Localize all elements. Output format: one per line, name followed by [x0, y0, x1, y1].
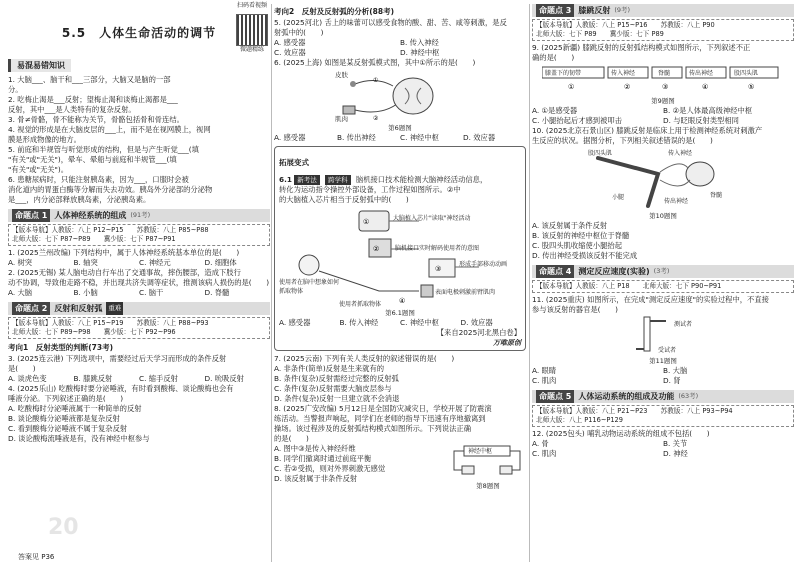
source-note: 【来自2025河北黑白卷】	[436, 328, 521, 337]
fig-label-quadriceps: 股四头肌	[588, 150, 613, 157]
knee-anatomy-diagram	[588, 148, 738, 210]
option[interactable]: C. 小腿抬起后才感到被叩击	[532, 116, 622, 125]
key-point-title: 人体神经系统的组成	[54, 211, 127, 220]
leg-shape	[598, 158, 658, 206]
label-circle-4: ④	[702, 83, 709, 91]
fig-label-afferent: 传入神经	[611, 70, 636, 77]
option[interactable]: D. 传出神经受损该反射不能完成	[532, 251, 638, 260]
question-8-stem: 练活动。当警报声响起，同学们在老师的指导下迅速有序地撤离到	[274, 414, 486, 423]
fig-label-subject: 受试者	[658, 347, 677, 354]
edition-line: 【版本导航】人教版：八上 P18 北师大版：七下 P90~P91	[536, 282, 722, 290]
question-3-stem: 是( )	[8, 364, 36, 373]
nerve-paths	[660, 164, 690, 186]
tip-line: 分。	[8, 85, 23, 94]
question-11-stem: 参与该反射的器官是( )	[532, 305, 618, 314]
knee-flow-figure	[542, 65, 784, 95]
option[interactable]: C. 神经元	[139, 258, 171, 267]
fig-label-center: 神经中枢	[468, 448, 493, 455]
question-11-options	[532, 366, 794, 386]
ruler-shape	[644, 317, 650, 351]
edition-nav	[532, 405, 794, 427]
difficulty-badge: 重难	[106, 302, 123, 315]
label-circle-3: ③	[662, 83, 669, 91]
option[interactable]: A. 感受器	[274, 38, 306, 47]
fig-label-afferent: 传入神经	[668, 150, 693, 157]
label-circle-2: ②	[373, 245, 380, 253]
subtopic-heading: 考向2 反射及反射弧的分析(88考)	[274, 7, 395, 16]
tip-line: "有关"或"无关")，晕车、晕船与前庭和半规管___(填	[8, 155, 177, 164]
figure-caption: 第11题图	[649, 357, 677, 365]
tip-line: 膜是形成物像的地方。	[8, 135, 81, 144]
key-point-count: (63考)	[678, 392, 699, 400]
question-6-1-stem: 转化为运动指令操控外部设备，工作过程如图所示。②中	[279, 185, 461, 194]
edition-line: 【版本导航】人教版：八上 P12~P15 苏教版：八上 P85~P88	[12, 226, 209, 234]
option[interactable]: D. 与眨眼反射类型相同	[663, 116, 739, 125]
label-circle-4: ④	[399, 297, 406, 305]
option[interactable]: D. 神经	[663, 449, 688, 458]
question-9-stem: 确的是( )	[532, 53, 575, 62]
question-6-1-stem: 脑机接口技术能检测大脑神经活动信息，	[355, 175, 488, 184]
question-9-stem: 9. (2025新疆) 膝跳反射的反射弧结构模式如图所示，下列叙述不正	[532, 43, 751, 52]
qr-code-icon[interactable]	[236, 14, 268, 46]
option[interactable]: B. 同学们撤离时通过前庭平衡	[274, 454, 372, 463]
key-point-title: 膝跳反射	[578, 6, 611, 15]
question-2-stem: 动不协调，导致他走路不稳，并出现共济失调等症状，推测该病人损伤的是( )	[8, 278, 270, 287]
question-8-stem: 8. (2025广安改编) 5月12日是全国防灾减灾日，学校开展了防震演	[274, 404, 492, 413]
edition-line: 北师大版：七下 P89 冀少版：七下 P89	[536, 30, 664, 38]
question-6-1-stem: 的大脑植入芯片相当于反射弧中的( )	[279, 195, 409, 204]
question-8-body	[274, 444, 526, 491]
label-circle-3: ③	[435, 265, 442, 273]
key-point-4-header	[532, 265, 794, 278]
fig-label-spinal-cord: 脊髓	[710, 192, 723, 199]
option[interactable]: C. 若②受损，则对外界刺激无感觉	[274, 464, 386, 473]
tip-line: 消化道内的胃蛋白酶等分解而失去功效。胰岛外分泌部的分泌物	[8, 185, 213, 194]
effector-box	[500, 466, 512, 474]
edition-line: 北师大版：七下 P89~P98 冀少版：七下 P92~P96	[12, 328, 176, 336]
label-circle-5: ⑤	[748, 83, 755, 91]
option[interactable]: B. 大脑	[663, 366, 688, 375]
option[interactable]: C. 看到酸梅分泌唾液不属于复杂反射	[8, 424, 128, 433]
option[interactable]: A. 吃酸梅时分泌唾液属于一种简单的反射	[8, 404, 142, 413]
option[interactable]: A. ①是感受器	[532, 106, 578, 115]
question-3-stem: 3. (2025连云港) 下列选项中，需要经过后天学习而形成的条件反射	[8, 354, 227, 363]
tip-line: 是___，内分泌部释放胰岛素，分泌胰岛素。	[8, 195, 151, 204]
option[interactable]: D. 细胞体	[204, 258, 237, 267]
fig-label-catch: 使用者抓取物体	[339, 301, 382, 308]
question-2-stem: 2. (2025无锡) 某人脑电动自行车出了交通事故，摔伤腰部，造成下肢行	[8, 268, 241, 277]
edition-nav	[532, 280, 794, 293]
screen-icon	[429, 259, 455, 277]
question-9-options	[532, 106, 794, 126]
option[interactable]: B. 膝跳反射	[73, 374, 113, 383]
section-title: 5.5 人体生命活动的调节	[61, 26, 217, 40]
label-1: ①	[373, 77, 379, 84]
question-12-options	[532, 439, 794, 459]
question-6-1-options	[279, 318, 521, 328]
question-8-options	[274, 444, 450, 491]
fig-label-arm: 表面电极刺激前臂肌肉	[435, 289, 496, 296]
label-circle-1: ①	[363, 218, 370, 226]
key-point-3-header	[532, 4, 794, 17]
reflex-arc-figure	[335, 70, 465, 122]
fig-label-efferent: 传出神经	[664, 198, 689, 205]
option[interactable]: B. 该反射的神经中枢位于脊髓	[532, 231, 630, 240]
option[interactable]: C. 肌肉	[532, 449, 557, 458]
option[interactable]: B. 关节	[663, 439, 688, 448]
option[interactable]: A. 骨	[532, 439, 549, 448]
edition-line: 【版本导航】人教版：八上 P21~P23 苏教版：八上 P93~P94	[536, 407, 733, 415]
edition-nav	[8, 224, 270, 246]
question-4-stem: 唾液分泌。下列叙述正确的是( )	[8, 394, 124, 403]
figure-caption: 第8题图	[476, 482, 500, 490]
spinal-cord-section	[393, 78, 433, 114]
tip-line: 3. 骨≠骨骼，骨不能称为关节，骨骼包括骨和骨连结。	[8, 115, 184, 124]
new-method-chip: 新考法	[294, 175, 320, 185]
option[interactable]: D. 条件(复杂)反射一旦建立就不会消退	[274, 394, 400, 403]
topic-chip: 跨学科	[325, 175, 351, 185]
fig-label-ligament: 膝盖下的韧带	[545, 70, 582, 77]
object-icon	[421, 285, 433, 297]
column-middle	[274, 0, 526, 566]
column-right	[532, 0, 794, 566]
question-5-options	[274, 38, 526, 58]
option[interactable]: D. 神经中枢	[400, 48, 440, 57]
fig-label-lower-leg: 小腿	[612, 194, 625, 201]
option[interactable]: B. 传入神经	[400, 38, 439, 47]
option[interactable]: A. 眼睛	[532, 366, 557, 375]
edition-nav	[532, 19, 794, 41]
tip-tag: 易混易错知识	[8, 59, 71, 72]
subtopic-heading: 考向1 反射类型的判断(73考)	[8, 343, 114, 352]
option[interactable]: D. 该反射属于非条件反射	[274, 474, 358, 483]
ruler-test-figure	[598, 315, 728, 357]
option[interactable]: D. 效应器	[460, 318, 493, 327]
question-4-stem: 4. (2025乐山) 吃酸梅时要分泌唾液，有时看到酸梅、谈论酸梅也会有	[8, 384, 234, 393]
question-6-options	[274, 133, 526, 143]
qr-sub-label: 微题精练	[239, 46, 264, 53]
edition-line: 【版本导航】人教版：八上 P15~P19 苏教版：八上 P88~P93	[12, 319, 209, 327]
fig-label-quadriceps: 股四头肌	[734, 70, 759, 77]
spinal-cord-shape	[686, 162, 714, 186]
tip-line: 2. 吃梅止渴是___反射；望梅止渴和谈梅止渴都是___	[8, 95, 178, 104]
option[interactable]: C. 脑干	[139, 288, 164, 297]
key-point-count: (3考)	[653, 267, 670, 275]
question-5-stem: 射弧中的( )	[274, 28, 324, 37]
option[interactable]: A. 树突	[8, 258, 33, 267]
fig-label-skin: 皮肤	[335, 71, 348, 79]
edition-line: 北师大版：七下 P87~P89 冀少版：七下 P87~P91	[12, 235, 176, 243]
question-6-stem: 6. (2025上海) 如图是某反射弧模式图，其中①所示的是( )	[274, 58, 476, 67]
option[interactable]: A. 该反射属于条件反射	[532, 221, 608, 230]
key-point-title: 人体运动系统的组成及功能	[578, 392, 675, 401]
fig-label-tester: 测试者	[674, 321, 693, 328]
option[interactable]: B. 条件(复杂)反射需经过完整的反射弧	[274, 374, 399, 383]
option[interactable]: B. 谈论酸梅分泌唾液都是复杂反射	[8, 414, 120, 423]
option[interactable]: C. 神经中枢	[400, 318, 439, 327]
watermark: 20	[48, 515, 79, 540]
option[interactable]: A. 谈虎色变	[8, 374, 47, 383]
user-head-icon	[299, 255, 319, 275]
column-divider	[529, 4, 530, 562]
tip-line: 反射，其中___是人类特有的复杂反射。	[8, 105, 136, 114]
option[interactable]: C. 股四头肌收缩使小腿抬起	[532, 241, 622, 250]
option[interactable]: C. 效应器	[274, 48, 306, 57]
option[interactable]: A. 大脑	[8, 288, 33, 297]
tip-line: 6. 患糖尿病时，只能注射胰岛素，因为___，口服时会被	[8, 175, 189, 184]
key-point-number: 命题点 1	[12, 209, 50, 222]
option[interactable]: C. 神经中枢	[400, 133, 439, 142]
option[interactable]: B. 传入神经	[339, 318, 379, 327]
qr-label: 扫码看视频	[236, 2, 267, 9]
tip-line: 1. 大脑___、脑干和___三部分，大脑又是脑的一部	[8, 75, 171, 84]
option[interactable]: B. 小脑	[73, 288, 98, 297]
option[interactable]: D. 效应器	[463, 133, 496, 142]
column-divider	[271, 4, 272, 562]
receptor-box	[462, 466, 474, 474]
question-3-options	[8, 374, 270, 384]
edition-line: 【版本导航】人教版：八上 P15~P16 苏教版：八上 P90	[536, 21, 715, 29]
tip-line: 4. 视觉的形成是在大脑皮层的___上，而不是在视网膜上，视网	[8, 125, 211, 134]
key-point-number: 命题点 2	[12, 302, 50, 315]
option[interactable]: C. 缩手反射	[139, 374, 178, 383]
option[interactable]: A. 非条件(简单)反射是生来就有的	[274, 364, 385, 373]
fig-label-efferent: 传出神经	[689, 70, 714, 77]
key-point-number: 命题点 4	[536, 265, 574, 278]
question-11-stem: 11. (2025重庆) 如图所示，在完成"测定反应速度"的实验过程中，不直接	[532, 295, 769, 304]
key-point-title: 反射和反射弧	[54, 304, 103, 313]
key-point-title: 测定反应速度(实验)	[578, 267, 650, 276]
extension-label: 拓展变式	[279, 157, 309, 167]
question-5-stem: 5. (2025河北) 舌上的味蕾可以感受食物的酸、甜、苦、咸等刺激，是反	[274, 18, 507, 27]
option[interactable]: B. 传出神经	[337, 133, 376, 142]
option[interactable]: A. 图中③是传入神经纤维	[274, 444, 356, 453]
option[interactable]: D. 吮吸反射	[204, 374, 244, 383]
figure-caption: 第6.1题图	[385, 309, 415, 317]
question-10-stem: 生反应的状况。据图分析，下列相关叙述错误的是( )	[532, 136, 713, 145]
label-circle-2: ②	[624, 83, 631, 91]
key-point-5-header	[532, 390, 794, 403]
tip-line: "有关"或"无关")。	[8, 165, 69, 174]
key-point-2-header	[8, 302, 270, 315]
extension-heading	[279, 157, 521, 168]
option[interactable]: D. 肾	[663, 376, 681, 385]
receptor-mark	[350, 81, 356, 87]
column-left	[8, 0, 270, 566]
key-point-count: (91考)	[130, 211, 151, 219]
edition-line: 北师大版：八上 P116~P129	[536, 416, 623, 424]
option[interactable]: B. ②是人体最高级神经中枢	[663, 106, 753, 115]
question-1-options	[8, 258, 270, 268]
reflex-arc-diagram	[335, 70, 465, 122]
fig-label-decode: 脑机接口实时解码使用者的意图	[395, 245, 480, 252]
question-2-options	[8, 288, 270, 298]
option[interactable]: A. 感受器	[279, 318, 311, 327]
key-point-number: 命题点 3	[536, 4, 574, 17]
question-8-stem: 的是( )	[274, 434, 309, 443]
question-number: 6.1	[279, 175, 292, 184]
option[interactable]: B. 轴突	[73, 258, 98, 267]
question-1-stem: 1. (2025兰州改编) 下列结构中，属于人体神经系统基本单位的是( )	[8, 248, 240, 257]
fig-label-chip: 大脑植入芯片"读取"神经活动	[393, 215, 471, 222]
fig-label-user: 使用者在脑中想象如何抓取物体	[279, 279, 340, 295]
tip-list	[8, 75, 270, 205]
option[interactable]: C. 肌肉	[532, 376, 557, 385]
fig-label-muscle: 肌肉	[335, 115, 348, 123]
label-circle-1: ①	[568, 83, 575, 91]
option[interactable]: C. 条件(复杂)反射需要大脑皮层参与	[274, 384, 392, 393]
bci-figure	[279, 205, 521, 309]
question-8-figure	[450, 444, 526, 491]
muscle-shape	[343, 106, 355, 114]
brand-mark: 万唯原创	[493, 339, 521, 347]
option[interactable]: D. 脊髓	[204, 288, 230, 297]
question-12-stem: 12. (2025包头) 哺乳动物运动系统的组成不包括( )	[532, 429, 710, 438]
option[interactable]: A. 感受器	[274, 133, 306, 142]
tip-line: 5. 前庭和半规管与听觉形成的结构，但是与产生听觉___(填	[8, 145, 199, 154]
fig-label-device: 形成手部移动动画	[459, 261, 508, 268]
option[interactable]: D. 谈论酸梅流唾液是有，没有神经中枢参与	[8, 434, 150, 443]
key-point-1-header	[8, 209, 270, 222]
efferent-nerve-path	[355, 104, 397, 112]
key-point-count: (9考)	[614, 6, 631, 14]
question-7-stem: 7. (2025云南) 下列有关人类反射的叙述错误的是( )	[274, 354, 455, 363]
question-10-stem: 10. (2025北京石景山区) 膝跳反射是临床上用于检测神经系统对刺激产	[532, 126, 763, 135]
key-point-number: 命题点 5	[536, 390, 574, 403]
label-2: ②	[373, 115, 379, 122]
answer-reference: 答案见 P36	[18, 553, 55, 561]
figure-caption: 第9题图	[651, 97, 675, 105]
fig-label-spinal-cord: 脊髓	[658, 70, 671, 77]
question-8-stem: 操场。该过程涉及的反射弧结构模式如图所示。下列说法正确	[274, 424, 472, 433]
knee-anatomy-figure	[588, 148, 738, 210]
edition-nav	[8, 317, 270, 339]
figure-caption: 第10题图	[649, 212, 677, 220]
extension-box	[274, 146, 526, 351]
figure-caption: 第6题图	[388, 124, 412, 132]
